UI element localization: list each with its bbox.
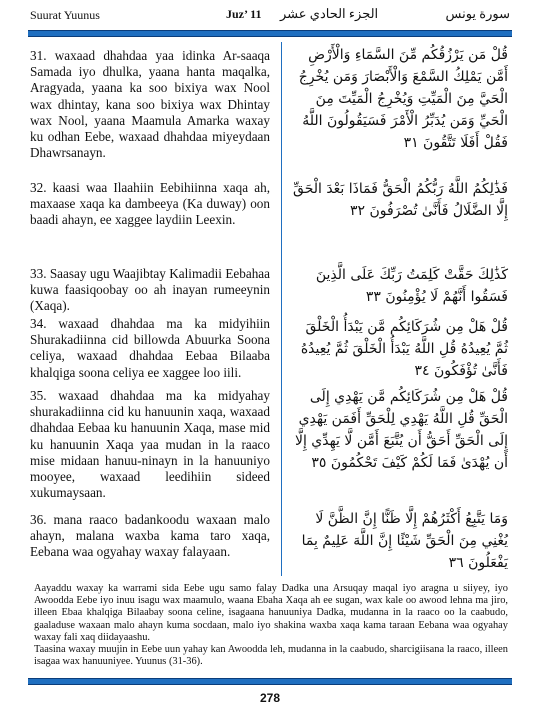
verse-33-arabic: كَذَٰلِكَ حَقَّتْ كَلِمَتُ رَبِّكَ عَلَى الَّذِينَ فَسَقُوا أَنَّهُمْ لَا يُؤْمِنُونَ ٣٣ <box>315 267 508 305</box>
verse-32-translation: 32. kaasi waa Ilaahiin Eebihiinna xaqa ah, maxaase xaqa ka dambeeya (Ka duway) oon baadi ahayn, ee xaggee laydiin Leexin. <box>30 180 270 228</box>
commentary-paragraph: Taasina waxay muujin in Eebe uun yahay kan Awoodda leh, mudanna in la caabudo, sharcigiisana la raaco, illeen isagaa wax hanuuniyee. Yuunus (31-36). <box>34 644 508 668</box>
verse-34-translation: 34. waxaad dhahdaa ma ka midyihiin Shurakadiinna cid billowda Abuurka Soona celiya, waxaad dhahdaa Eebaa Bilaaba khalqiga soona celiya ee xaggee loo iili. <box>30 316 270 380</box>
bottom-divider <box>28 678 512 685</box>
verse-33-translation: 33. Saasay ugu Waajibtay Kalimadii Eebahaa kuwa faasiqoobay oo ah inayan rumeeynin (Xaqa). <box>30 266 270 314</box>
verse-35-arabic: قُلْ هَلْ مِن شُرَكَائِكُم مَّن يَهْدِي إِلَى الْحَقِّ قُلِ اللَّهُ يَهْدِي لِلْحَقِّ أَفَمَن يَهْدِي إِلَى الْحَقِّ أَحَقُّ أَن يُتَّبَعَ أَمَّن لَّا يَهِدِّي إِلَّا أَن يُهْدَىٰ فَمَا لَكُمْ كَيْفَ تَحْكُمُونَ ٣٥ <box>294 389 508 471</box>
verse-36-arabic: وَمَا يَتَّبِعُ أَكْثَرُهُمْ إِلَّا ظَنًّا إِنَّ الظَّنَّ لَا يُغْنِي مِنَ الْحَقِّ شَيْئًا إِنَّ اللَّهَ عَلِيمٌ بِمَا يَفْعَلُونَ ٣٦ <box>301 511 508 571</box>
column-divider <box>281 42 282 576</box>
page-number: 278 <box>259 691 281 705</box>
verse-36-translation: 36. mana raaco badankoodu waxaan malo ahayn, malana waxba kama taro xaqa, Eebana waa ogyahay waxay falayaan. <box>30 512 270 560</box>
juz-label: Juz’ 11 <box>226 7 262 21</box>
verse-34-arabic: قُلْ هَلْ مِن شُرَكَائِكُم مَّن يَبْدَأُ الْخَلْقَ ثُمَّ يُعِيدُهُ قُلِ اللَّهُ يَبْدَأُ الْخَلْقَ ثُمَّ يُعِيدُهُ فَأَنَّىٰ تُؤْفَكُونَ ٣٤ <box>300 319 508 379</box>
verse-35-translation: 35. waxaad dhahdaa ma ka midyahay shurakadiinna cid ku hanuunin xaqa, waxaad dhahdaa Eebaa ku hanuunin Xaqa, mase mid ku hanuunin Xaqa yaa mudan in la raaco mise midaan hanuu-ninayn in la hanuuniyo mooyee, waxaad leedihiin sideed xukumaysaan. <box>30 388 270 501</box>
commentary <box>34 583 508 668</box>
page-header <box>28 4 512 26</box>
verse-31-arabic: قُلْ مَن يَرْزُقُكُم مِّنَ السَّمَاءِ وَالْأَرْضِ أَمَّن يَمْلِكُ السَّمْعَ وَالْأَبْصَارَ وَمَن يُخْرِجُ الْحَيَّ مِنَ الْمَيِّتِ وَيُخْرِجُ الْمَيِّتَ مِنَ الْحَيِّ وَمَن يُدَبِّرُ الْأَمْرَ فَسَيَقُولُونَ اللَّهُ فَقُلْ أَفَلَا تَتَّقُونَ ٣١ <box>298 47 508 151</box>
sura-name: Suurat Yuunus <box>30 8 100 22</box>
verse-31-translation: 31. waxaad dhahdaa yaa idinka Ar-saaqa Samada iyo dhulka, yaana hanta maqalka, Aragyada, yaana ka soo bixiya wax Nool wax dhintay, kana soo bixiya wax Dhintay wax Nool, yaana Maamula Amarka waxay ku odhan Eebe, waxaad dhahdaa miyeydaan Dhawrsanayn. <box>30 48 270 161</box>
commentary-paragraph: Aayaddu waxay ka warrami sida Eebe ugu samo falay Dadka una Arsuqay maqal iyo aragna u siiyey, iyo Awoodda Eebe iyo inuu isagu wax maamulo, waana Ebaha Xaqa ah ee sugan, wax kale oo awood lehna ma jiro, illeen Ebaa khalqiga Bilaabay soona celine, isagaana hanuuniya Dadka, mudanna in la raaco oo la caabudo, gaaladuse waxaan malo ahayn kuma socdaan, malo iyo shakina waxba xaqa kama taraan Eebana waa ogyahay waxay fali xaq diidayaashu. <box>34 583 508 643</box>
sura-arabic: سورة يونس <box>445 6 510 21</box>
top-divider <box>28 30 512 37</box>
verse-32-arabic: فَذَٰلِكُمُ اللَّهُ رَبُّكُمُ الْحَقُّ فَمَاذَا بَعْدَ الْحَقِّ إِلَّا الضَّلَالُ فَأَنَّىٰ تُصْرَفُونَ ٣٢ <box>293 181 508 219</box>
juz-arabic: الجزء الحادي عشر <box>280 6 379 21</box>
